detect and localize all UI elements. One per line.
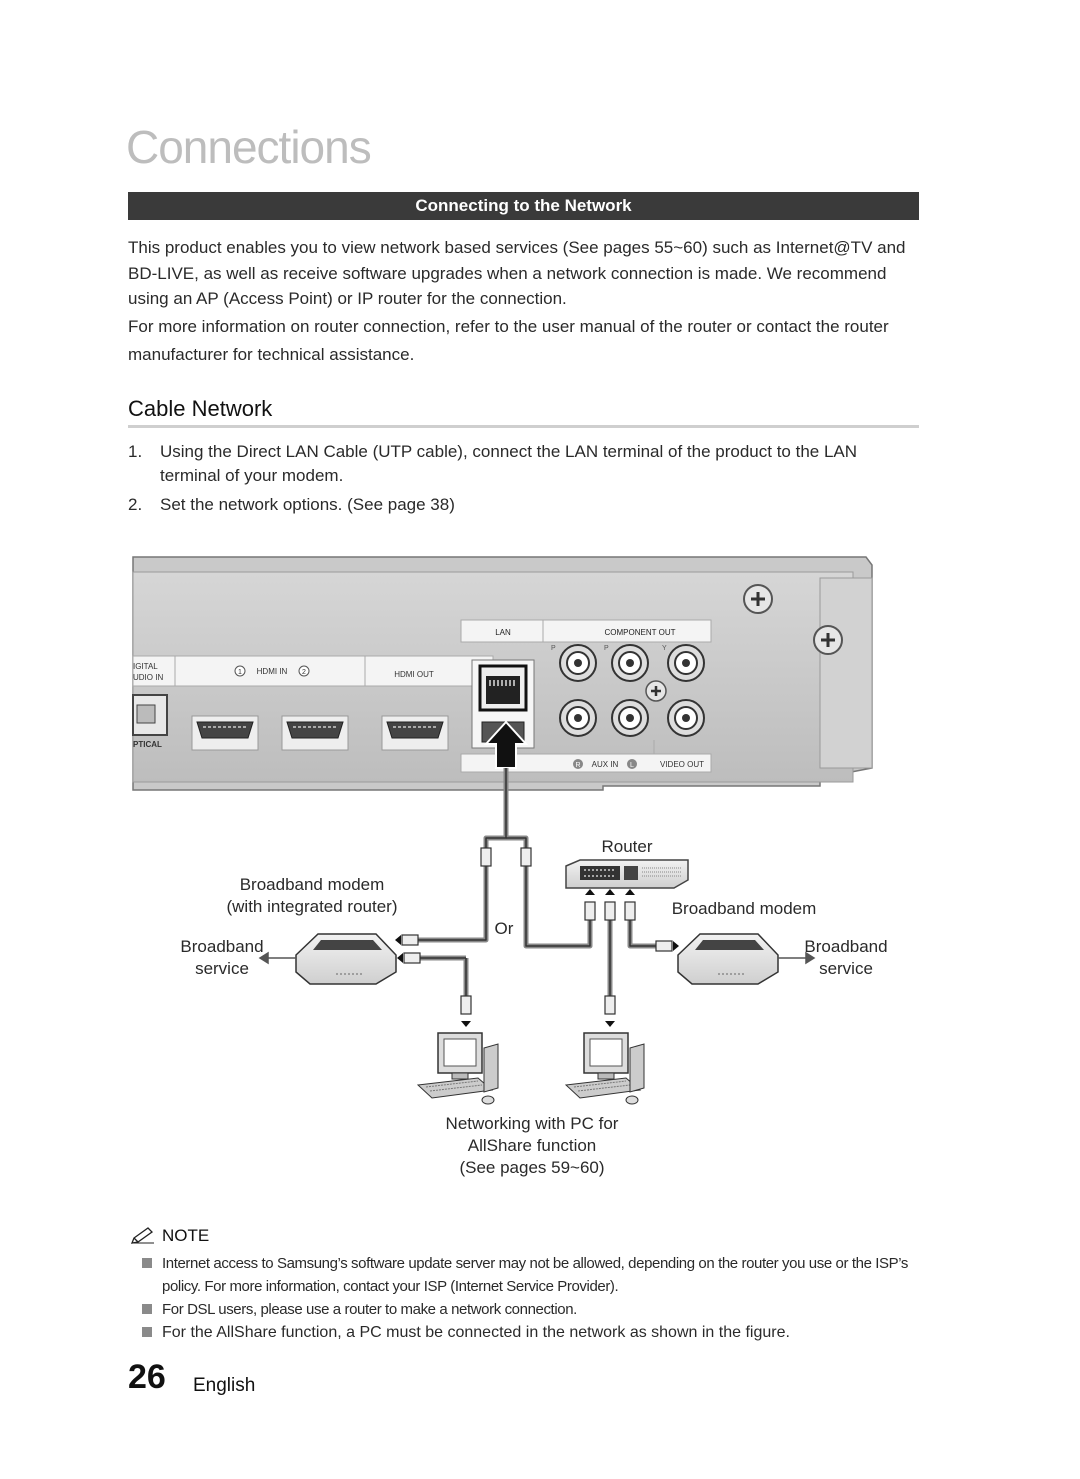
note-title: NOTE	[162, 1226, 210, 1245]
step-text: Set the network options. (See page 38)	[160, 495, 455, 514]
pc-computer-icon	[418, 1033, 498, 1104]
lan-plug-icon	[585, 902, 595, 920]
cable-network-heading: Cable Network	[128, 396, 273, 421]
bullet-icon	[142, 1258, 152, 1268]
caption-line: (See pages 59~60)	[459, 1158, 605, 1177]
component-pb-label: P	[604, 645, 609, 652]
hdmi-port-icon	[282, 716, 348, 750]
component-y-label: Y	[662, 645, 667, 652]
modem-label: Broadband modem	[671, 899, 817, 918]
hdmi-in-label: HDMI IN	[256, 667, 288, 676]
hdmi-in-number: 2	[302, 669, 306, 676]
note-item	[142, 1298, 922, 1321]
note-text: For the AllShare function, a PC must be connected in the network as shown in the figure.	[162, 1324, 790, 1341]
heading-rule	[128, 425, 919, 428]
step-1	[128, 440, 908, 488]
hdmi-out-label: HDMI OUT	[394, 670, 434, 679]
aux-in-label: AUX IN	[591, 760, 619, 769]
note-text: Internet access to Samsung’s software update server may not be allowed, depending on the router you use or the ISP’s policy. For more information, contact your ISP (Internet Service Provider).	[162, 1255, 909, 1295]
or-label: Or	[494, 919, 514, 938]
router-label: Router	[601, 837, 653, 856]
lan-plug-icon	[605, 996, 615, 1014]
service-line: Broadband	[804, 937, 888, 956]
rca-jack-icon	[612, 700, 648, 736]
step-number: 2.	[128, 495, 143, 514]
bullet-icon	[142, 1327, 152, 1337]
note-heading	[130, 1226, 209, 1246]
lan-port-icon	[480, 666, 526, 710]
lan-label: LAN	[495, 628, 511, 637]
bullet-icon	[142, 1304, 152, 1314]
step-text: Using the Direct LAN Cable (UTP cable), connect the LAN terminal of the product to the LAN terminal of your modem.	[160, 442, 858, 485]
lan-plug-icon	[656, 941, 672, 951]
screw-icon	[814, 626, 842, 654]
component-out-label: COMPONENT OUT	[604, 628, 676, 637]
screw-icon	[744, 585, 772, 613]
lan-plug-icon	[481, 848, 491, 866]
rca-jack-icon	[560, 700, 596, 736]
step-number: 1.	[128, 442, 143, 461]
broadband-modem-icon	[678, 934, 778, 984]
modem-integrated-line: (with integrated router)	[226, 897, 398, 916]
lan-plug-icon	[404, 953, 420, 963]
digital-audio-label: IGITAL	[133, 662, 158, 671]
rca-jack-icon	[612, 645, 648, 681]
rca-jack-icon	[668, 700, 704, 736]
lan-plug-icon	[461, 996, 471, 1014]
intro-paragraph-2: For more information on router connection, refer to the user manual of the router or contact the router manufacturer for technical assistance.	[128, 317, 889, 364]
hdmi-port-icon	[192, 716, 258, 750]
service-line: service	[195, 959, 249, 978]
screw-icon	[646, 681, 666, 701]
service-right-label	[794, 936, 898, 980]
rca-jack-icon	[560, 645, 596, 681]
lan-plug-icon	[605, 902, 615, 920]
lan-plug-icon	[521, 848, 531, 866]
video-out-label: VIDEO OUT	[659, 760, 705, 769]
rca-jack-icon	[668, 645, 704, 681]
hdmi-port-icon	[382, 716, 448, 750]
hdmi-in-number: 1	[238, 669, 242, 676]
modem-integrated-label	[212, 874, 412, 918]
service-line: service	[819, 959, 873, 978]
aux-l-label: L	[630, 762, 634, 769]
step-2	[128, 493, 908, 517]
broadband-modem-icon	[296, 934, 396, 984]
page-number: 26	[128, 1358, 166, 1396]
lan-plug-icon	[625, 902, 635, 920]
pencil-icon	[130, 1226, 156, 1246]
router-device-icon	[566, 860, 688, 888]
page-title: Connections	[126, 121, 371, 173]
service-line: Broadband	[180, 937, 264, 956]
section-heading: Connecting to the Network	[128, 192, 919, 220]
note-item	[142, 1252, 922, 1298]
optical-label: PTICAL	[133, 740, 162, 749]
lan-plug-icon	[402, 935, 418, 945]
pc-computer-icon	[566, 1033, 644, 1104]
caption-line: AllShare function	[467, 1136, 597, 1155]
network-connection-diagram	[0, 540, 1080, 1180]
networking-caption	[420, 1113, 644, 1179]
note-text: For DSL users, please use a router to make a network connection.	[162, 1301, 577, 1318]
aux-r-label: R	[575, 762, 581, 769]
page-language: English	[193, 1375, 256, 1396]
digital-audio-label: UDIO IN	[133, 673, 164, 682]
intro-paragraph-1: This product enables you to view network based services (See pages 55~60) such as Internet@TV and BD-LIVE, as well as receive software upgrades when a network connection is made. We recommend using an AP (Access Point) or IP router for the connection.	[128, 238, 906, 308]
component-pr-label: P	[551, 645, 556, 652]
modem-integrated-line: Broadband modem	[239, 875, 385, 894]
service-left-label	[170, 936, 274, 980]
caption-line: Networking with PC for	[445, 1114, 619, 1133]
note-item	[142, 1321, 922, 1344]
